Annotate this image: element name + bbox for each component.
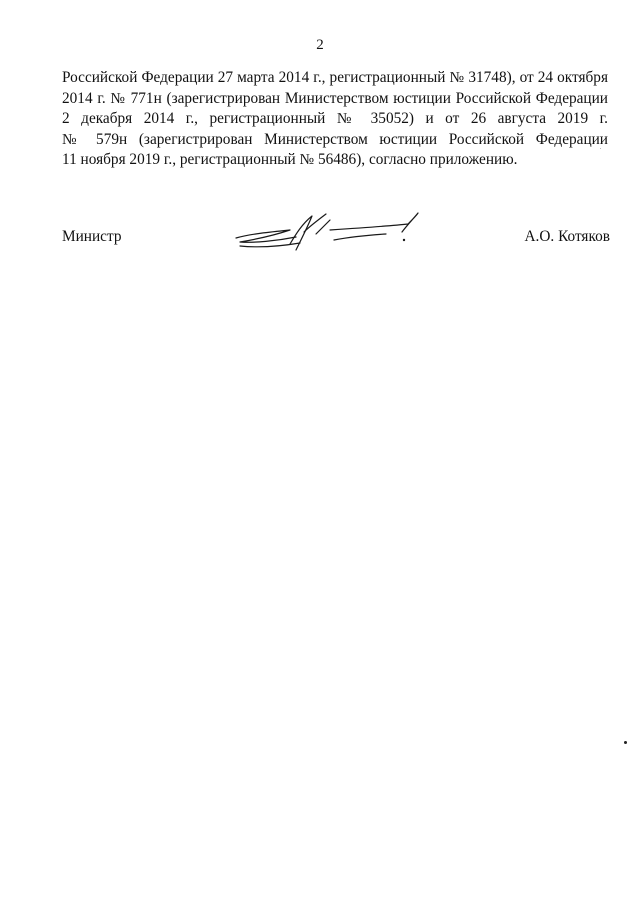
scan-speck <box>600 148 601 149</box>
handwritten-signature <box>230 210 430 260</box>
scan-speck <box>624 741 627 744</box>
paragraph-line: 2 декабря 2014 г., регистрационный № 35052) и от 26 августа 2019 г. <box>62 110 608 127</box>
signer-name: А.О. Котяков <box>524 228 610 245</box>
page-number: 2 <box>316 37 324 53</box>
signer-position: Министр <box>62 228 122 245</box>
body-paragraph <box>62 68 608 171</box>
paragraph-line: Российской Федерации 27 марта 2014 г., регистрационный № 31748), от 24 октября <box>62 69 608 86</box>
paragraph-line: 11 ноября 2019 г., регистрационный № 56486), согласно приложению. <box>62 151 518 168</box>
paragraph-line: № 579н (зарегистрирован Министерством юстиции Российской Федерации <box>62 130 608 148</box>
paragraph-line: 2014 г. № 771н (зарегистрирован Министерством юстиции Российской Федерации <box>62 89 608 107</box>
